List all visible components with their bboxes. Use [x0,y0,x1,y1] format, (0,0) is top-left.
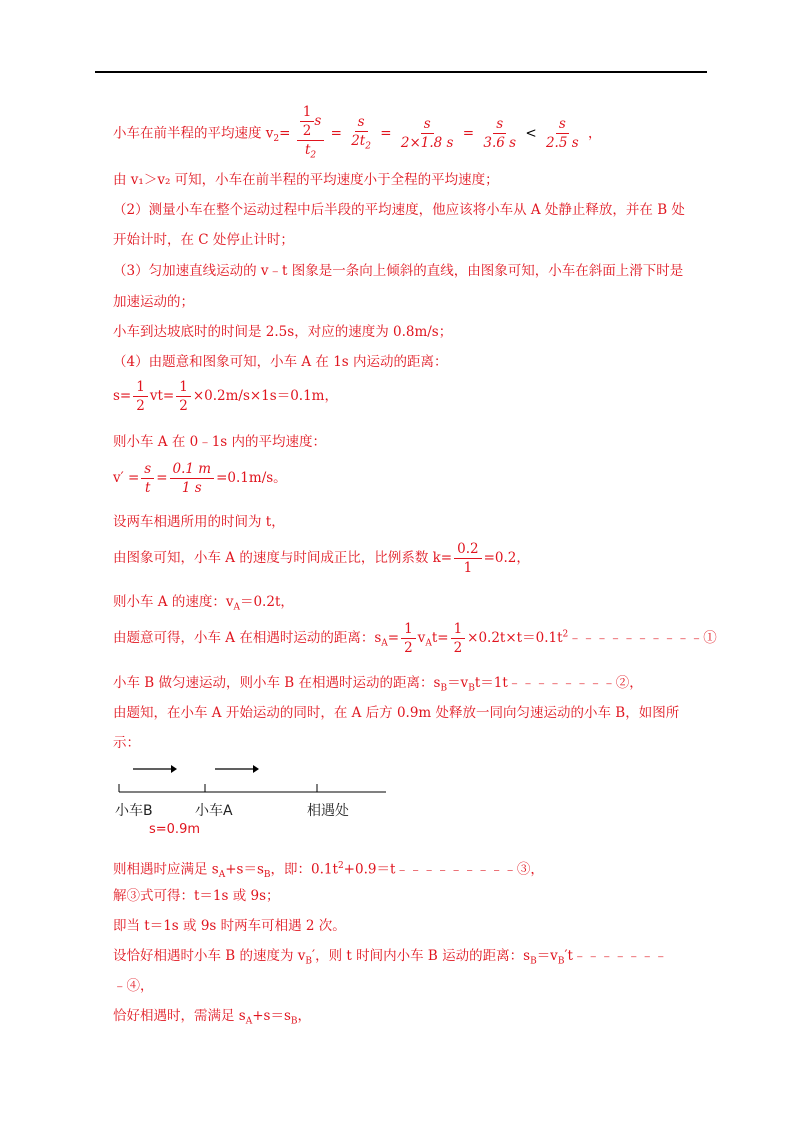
line-compare: 由 v₁＞v₂ 可知，小车在前半程的平均速度小于全程的平均速度； [113,172,499,188]
fraction-half-s-over-t2: $\frac{1}{2}$ s $t_2$ [297,103,325,165]
fraction-s-over-2t2: $\frac{s}{2t_2}$ [351,113,371,152]
fraction-s-over-2.5s: $\frac{s}{2.5 s}$ [545,116,579,152]
line-result: 即当 t＝1s 或 9s 时两车可相遇 2 次。 [113,918,346,934]
line-part4-a: （4）由题意和图象可知，小车 A 在 1s 内运动的距离： [113,354,448,370]
line-eq-4-cont: ﹣④， [113,978,154,994]
line-avg-speed-label: 则小车 A 在 0﹣1s 内的平均速度： [113,434,327,450]
line-avg-speed-formula: v′ = $\frac{s}{t}$ = $\frac{0.1 m}{1 s}$ =0.1m/s。 [113,461,287,496]
line-eq-3: 则相遇时应满足 $s_A+s=s_B$，即：$0.1t^2+0.9=t﹣﹣﹣﹣﹣﹣﹣﹣﹣③$， [113,861,544,881]
label-meet-point: 相遇处 [307,803,349,819]
fraction-s-over-3.6: $\frac{s}{2\times 1.8 s}$ [400,116,454,152]
line-part3-a: （3）匀加速直线运动的 v﹣t 图象是一条向上倾斜的直线，由图象可知，小车在斜面上滑下时是 [113,263,684,279]
line-part3-c: 小车到达坡底时的时间是 2.5s，对应的速度为 0.8m/s； [113,324,453,340]
diagram-lines [113,760,403,800]
motion-diagram [113,760,403,840]
label-car-b: 小车B [115,803,153,819]
line-part2-b: 开始计时，在 C 处停止计时； [113,232,294,248]
line-setup-b: 示： [113,735,140,751]
line-condition: 恰好相遇时，需满足 $s_A+s=s_B$， [113,1008,312,1027]
line-proportion: 由图象可知，小车 A 的速度与时间成正比，比例系数 k= $\frac{0.2}{1}$ =0.2， [113,541,530,576]
line-eq-1: 由题意可得，小车 A 在相遇时运动的距离：$s_A=$ $\frac{1}{2}$ $v_At=$ $\frac{1}{2}$ $\times 0.2t\times t=0.1t^2﹣﹣﹣﹣﹣﹣﹣﹣﹣﹣①$ [113,621,717,656]
line-speed-a: 则小车 A 的速度：$v_A=0.2t$， [113,594,294,613]
line-eq-4: 设恰好相遇时小车 B 的速度为 $v_B'$，则 t 时间内小车 B 运动的距离：$s_B=v_B't﹣﹣﹣﹣﹣﹣﹣$ [113,948,668,967]
label-distance: s=0.9m [149,822,201,837]
line-part3-b: 加速运动的； [113,294,194,310]
header-rule [95,71,707,73]
line-part2-a: （2）测量小车在整个运动过程中后半段的平均速度，他应该将小车从 A 处静止释放，并在 B 处 [113,202,685,218]
line-solve: 解③式可得：t＝1s 或 9s； [113,888,280,904]
line-meet-time: 设两车相遇所用的时间为 t， [113,514,285,530]
arrow-a-head [253,765,259,773]
arrow-b-head [171,765,177,773]
line-first-half-speed: 小车在前半程的平均速度 $v_2=$ $\frac{1}{2}$ s $t_2$ = $\frac{s}{2t_2}$ = $\frac{s}{2\times 1.8 s}$ = $\frac{s}{3.6 s}$ < $\frac{s}{2.5 s}$ ， [113,103,601,165]
line-eq-2: 小车 B 做匀速运动，则小车 B 在相遇时运动的距离：$s_B=v_Bt=1t﹣﹣﹣﹣﹣﹣﹣﹣②$， [113,675,643,694]
line-setup-a: 由题知，在小车 A 开始运动的同时，在 A 后方 0.9m 处释放一同向匀速运动的小车 B，如图所 [113,705,680,721]
fraction-s-over-3.6s: $\frac{s}{3.6 s}$ [483,116,517,152]
label-car-a: 小车A [195,803,233,819]
line-distance-formula: s= $\frac{1}{2}$ vt= $\frac{1}{2}$ ×0.2m/s×1s＝0.1m， [113,379,338,414]
